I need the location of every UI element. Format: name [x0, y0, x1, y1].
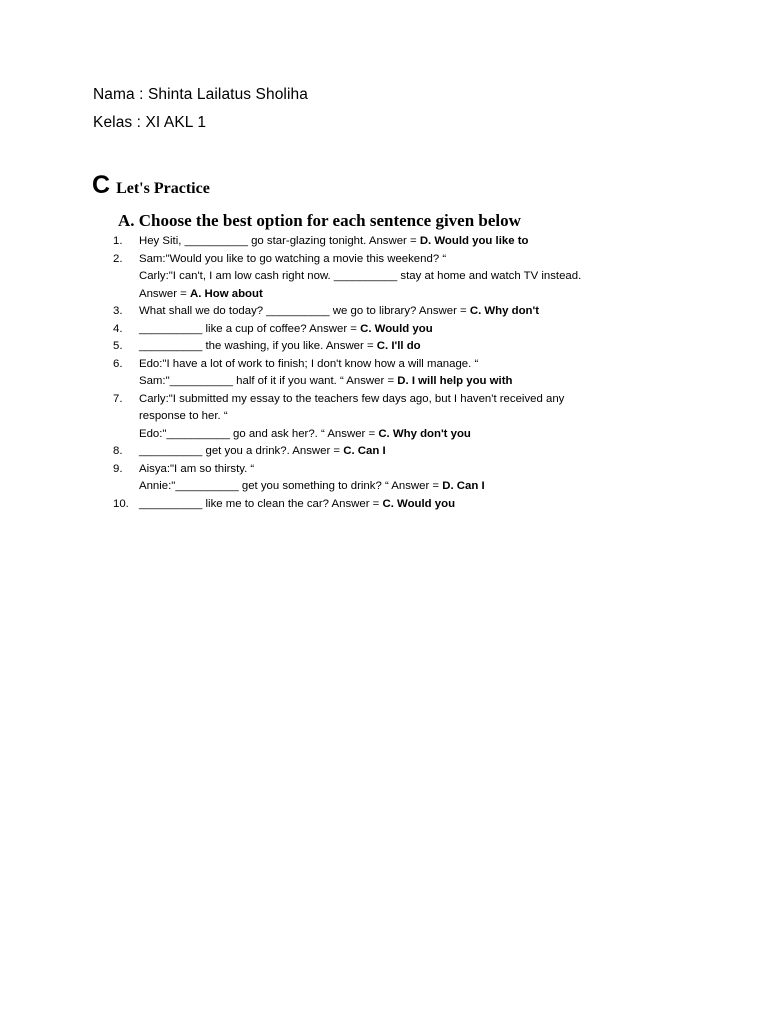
question-text: __________ get you a drink?. Answer =	[139, 445, 344, 457]
answer-text: D. I will help you with	[397, 375, 513, 387]
question-text: Sam:"__________ half of it if you want. “ Answer =	[139, 375, 398, 387]
answer-text: C. Can I	[343, 445, 386, 457]
question-text: Hey Siti, __________ go star-glazing tonight. Answer =	[139, 235, 420, 247]
answer-text: D. Can I	[442, 480, 485, 492]
question-text: What shall we do today? __________ we go to library? Answer =	[139, 305, 470, 317]
question-text: __________ like a cup of coffee? Answer =	[139, 322, 361, 335]
question-number: 7.	[113, 392, 123, 405]
question-item	[113, 443, 673, 461]
question-number: 3.	[113, 305, 123, 317]
student-class: Kelas : XI AKL 1	[93, 114, 207, 131]
question-number: 6.	[113, 357, 123, 370]
question-list	[113, 233, 673, 513]
question-line	[139, 496, 673, 514]
question-item	[113, 233, 673, 251]
answer-text: C. Would you	[382, 497, 456, 510]
question-number: 4.	[113, 322, 123, 335]
question-text: __________ like me to clean the car? Answer =	[139, 497, 383, 510]
question-text: __________ the washing, if you like. Answer =	[139, 340, 377, 352]
question-line	[139, 391, 673, 409]
question-number: 9.	[113, 462, 123, 475]
answer-text: A. How about	[189, 287, 263, 300]
answer-text: C. I'll do	[376, 340, 421, 352]
question-item	[113, 251, 673, 304]
question-line	[139, 286, 673, 304]
answer-text: C. Why don't you	[378, 427, 471, 440]
question-line	[139, 461, 673, 479]
question-number: 10.	[113, 497, 129, 510]
question-number: 1.	[113, 235, 123, 247]
question-line	[139, 338, 673, 356]
question-number: 8.	[113, 445, 123, 457]
question-item	[113, 338, 673, 356]
question-text: Annie:"__________ get you something to drink? “ Answer =	[139, 480, 443, 492]
question-line	[139, 373, 673, 391]
question-text: response to her. “	[139, 410, 228, 422]
question-text: Edo:"__________ go and ask her?. “ Answer =	[139, 427, 379, 440]
question-number: 2.	[113, 252, 123, 265]
answer-text: C. Why don't	[469, 305, 539, 317]
section-letter: C	[92, 171, 111, 199]
question-text: Sam:"Would you like to go watching a movie this weekend? “	[139, 252, 447, 265]
answer-text: C. Would you	[360, 322, 433, 335]
question-line	[139, 233, 673, 251]
question-text: Aisya:"I am so thirsty. “	[139, 462, 255, 475]
question-text: Edo:"I have a lot of work to finish; I don't know how a will manage. “	[139, 357, 479, 370]
question-item	[113, 303, 673, 321]
question-line	[139, 251, 673, 269]
question-item	[113, 356, 673, 391]
question-text: Carly:"I can't, I am low cash right now. __________ stay at home and watch TV instead.	[139, 270, 582, 282]
question-text: Answer =	[139, 287, 190, 300]
section-heading	[92, 171, 210, 200]
question-text: Carly:"I submitted my essay to the teachers few days ago, but I haven't received any	[139, 392, 565, 405]
question-line	[139, 478, 673, 496]
question-number: 5.	[113, 340, 123, 352]
question-line	[139, 356, 673, 374]
subsection-title: A. Choose the best option for each sentence given below	[118, 211, 521, 230]
question-line	[139, 408, 673, 426]
student-name: Nama : Shinta Lailatus Sholiha	[93, 86, 308, 103]
question-item	[113, 321, 673, 339]
question-line	[139, 303, 673, 321]
answer-text: D. Would you like to	[419, 235, 529, 247]
question-line	[139, 321, 673, 339]
question-line	[139, 443, 673, 461]
question-item	[113, 461, 673, 496]
question-item	[113, 391, 673, 444]
question-line	[139, 268, 673, 286]
question-item	[113, 496, 673, 514]
section-title: Let's Practice	[116, 180, 210, 197]
question-line	[139, 426, 673, 444]
